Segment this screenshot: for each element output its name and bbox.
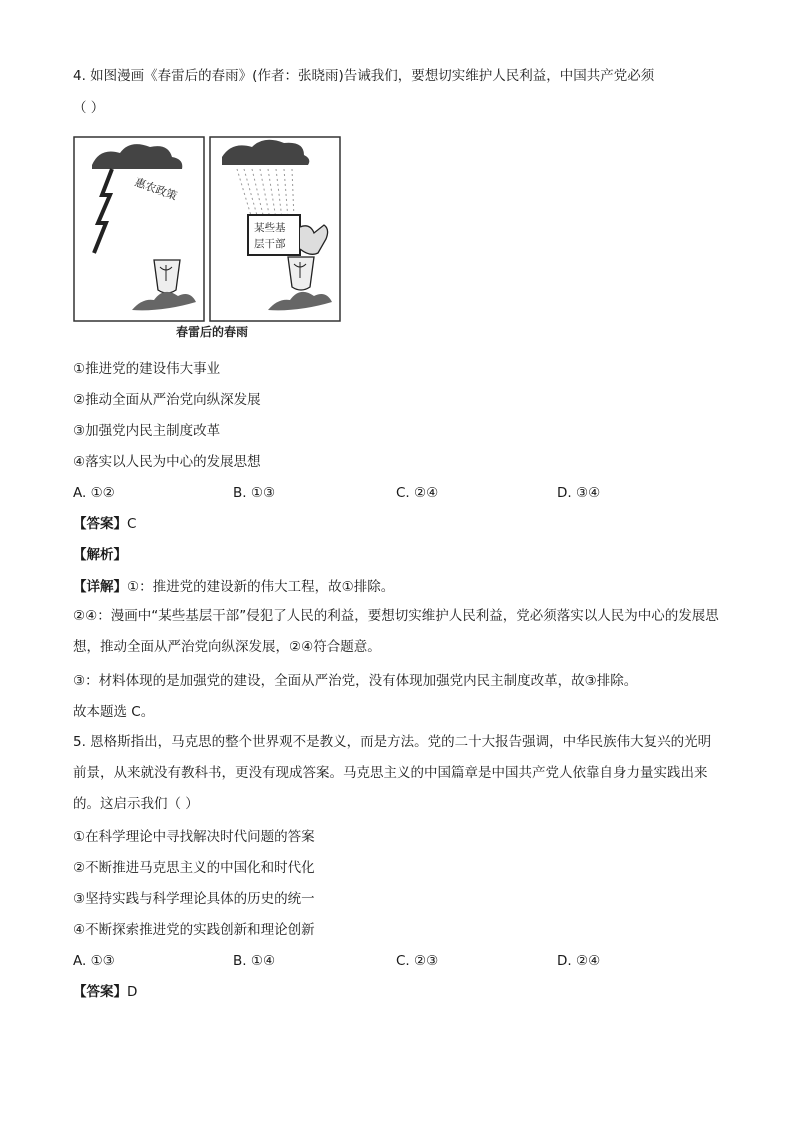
q5-answer: [73, 983, 137, 1001]
q4-item-3: ③加强党内民主制度改革: [73, 423, 221, 439]
q5-option-d: D. ②④: [557, 953, 601, 969]
q4-option-c: C. ②④: [396, 485, 439, 501]
q4-detail-2: ②④：漫画中“某些基层干部”侵犯了人民的利益，要想切实维护人民利益，党必须落实以人民为中心的发展思想，推动全面从严治党向纵深发展，②④符合题意。: [73, 608, 719, 655]
q4-detail-1-line: [73, 578, 394, 596]
q4-conclusion: 故本题选 C。: [73, 704, 155, 720]
left-label: 惠农政策: [132, 175, 179, 203]
cup-right: [288, 257, 314, 290]
cartoon-image: [72, 135, 344, 341]
q4-item-4: ④落实以人民为中心的发展思想: [73, 454, 261, 470]
q5-option-a: A. ①③: [73, 953, 115, 969]
q4-option-a: A. ①②: [73, 485, 115, 501]
q4-item-1: ①推进党的建设伟大事业: [73, 361, 221, 377]
q5-option-b: B. ①④: [233, 953, 276, 969]
cartoon-caption: 春雷后的春雨: [176, 325, 249, 339]
q5-stem: 5. 恩格斯指出，马克思的整个世界观不是教义，而是方法。党的二十大报告强调，中华民族伟大复兴的光明前景，从来就没有教科书，更没有现成答案。马克思主义的中国篇章是中国共产党人依靠自身力量实践出来的。这启示我们（ ）: [73, 734, 712, 812]
q5-option-c: C. ②③: [396, 953, 439, 969]
q4-answer-value: C: [127, 516, 137, 532]
q5-item-3: ③坚持实践与科学理论具体的历史的统一: [73, 891, 315, 907]
q4-detail-tag: 【详解】: [73, 579, 127, 595]
q4-detail-3: ③：材料体现的是加强党的建设，全面从严治党，没有体现加强党内民主制度改革，故③排除。: [73, 673, 638, 689]
q5-answer-tag: 【答案】: [73, 984, 127, 1000]
q4-stem: 4. 如图漫画《春雷后的春雨》(作者：张晓雨)告诫我们，要想切实维护人民利益，中国共产党必须: [73, 68, 655, 84]
q4-analysis-tag: 【解析】: [73, 547, 127, 563]
q5-item-2: ②不断推进马克思主义的中国化和时代化: [73, 860, 315, 876]
q4-item-2: ②推动全面从严治党向纵深发展: [73, 392, 261, 408]
q4-option-d: D. ③④: [557, 485, 601, 501]
q5-item-4: ④不断探索推进党的实践创新和理论创新: [73, 922, 315, 938]
q5-item-1: ①在科学理论中寻找解决时代问题的答案: [73, 829, 315, 845]
q4-blank: （ ）: [73, 100, 105, 116]
q4-detail-1: ①：推进党的建设新的伟大工程，故①排除。: [127, 579, 395, 595]
q4-answer-tag: 【答案】: [73, 516, 127, 532]
q5-answer-value: D: [127, 984, 138, 1000]
right-label-2: 层干部: [254, 238, 286, 250]
q4-answer: [73, 515, 136, 533]
q4-option-b: B. ①③: [233, 485, 276, 501]
right-label-1: 某些基: [254, 222, 286, 234]
cup-left: [154, 260, 180, 293]
